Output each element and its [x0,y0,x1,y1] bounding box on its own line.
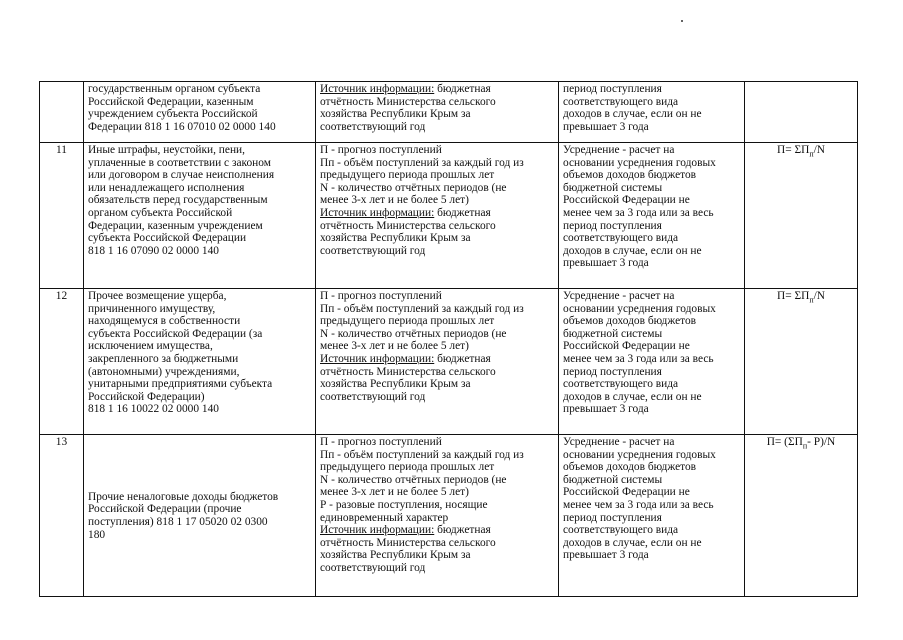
method-line: предыдущего периода прошлых лет [320,169,495,182]
source-text-line: хозяйства Республики Крым за [320,232,471,245]
method-line: Пп - объём поступлений за каждый год из [320,156,524,169]
source-text-line: соответствующий год [320,561,426,574]
revenue-name-line: учреждением субъекта Российской [88,108,258,121]
revenue-name-line: государственным органом субъекта [88,83,261,95]
averaging-line: бюджетной системы [563,181,663,194]
revenue-name-line: закрепленного за бюджетными [88,352,239,365]
revenue-name-line: находящемуся в собственности [88,315,241,328]
source-label: Источник информации: [320,83,435,95]
revenue-name-line: Федерации 818 1 16 07010 02 0000 140 [88,120,276,133]
averaging-method-cell [559,82,745,143]
source-rest: бюджетная [434,83,491,95]
averaging-line: Усреднение - расчет на [563,144,675,156]
revenue-name-line: исключением имущества, [88,340,213,353]
source-label: Источник информации: [320,352,435,365]
revenue-name-line: 818 1 16 10022 02 0000 140 [88,403,219,416]
averaging-line: превышает 3 года [563,403,649,416]
formula-tail: /N [813,290,826,302]
row-number-cell [40,289,84,435]
scan-speck [681,20,683,22]
revenue-name-line: обязательств перед государственным [88,194,268,207]
formula-cell [745,143,858,289]
calculation-method-cell [316,82,559,143]
row-number-cell [40,435,84,597]
formula-cell [745,435,858,597]
method-line: Пп - объём поступлений за каждый год из [320,302,524,315]
formula-subscript: п [809,149,814,159]
method-line: N - количество отчётных периодов (не [320,327,507,340]
method-line: менее 3-х лет и не более 5 лет) [320,194,469,207]
revenue-forecast-table [39,81,858,597]
revenue-name-line: уплаченные в соответствии с законом [88,156,271,169]
row-number-cell [40,143,84,289]
revenue-name-line: 818 1 16 07090 02 0000 140 [88,244,219,257]
revenue-name-line: (автономными) учреждениями, [88,365,240,378]
revenue-name-line: Российской Федерации, казенным [88,95,254,108]
revenue-name-line: 180 [88,528,106,541]
revenue-name-cell [84,143,316,289]
revenue-name-cell [84,82,316,143]
table-row [40,435,858,597]
averaging-line: превышает 3 года [563,549,649,562]
revenue-name-line: субъекта Российской Федерации (за [88,327,263,340]
averaging-line: объемов доходов бюджетов [563,169,697,182]
averaging-line: объемов доходов бюджетов [563,315,697,328]
table-body [40,82,858,597]
averaging-line: превышает 3 года [563,257,649,270]
averaging-line: соответствующего вида [563,524,679,537]
source-text-line: соответствующий год [320,244,426,257]
averaging-line: основании усреднения годовых [563,448,716,461]
averaging-line: бюджетной системы [563,473,663,486]
averaging-line: период поступления [563,511,662,524]
method-line: N - количество отчётных периодов (не [320,473,507,486]
source-text-line: отчётность Министерства сельского [320,95,496,108]
formula-subscript: п [802,441,808,451]
revenue-name-cell [84,289,316,435]
averaging-line: Усреднение - расчет на [563,436,675,448]
source-text-line: отчётность Министерства сельского [320,219,496,232]
averaging-method-cell [559,289,745,435]
method-line: Пп - объём поступлений за каждый год из [320,448,524,461]
source-rest: бюджетная [434,352,491,365]
averaging-method-cell [559,435,745,597]
source-text-line: хозяйства Республики Крым за [320,108,471,121]
source-line [320,83,554,96]
averaging-line: объемов доходов бюджетов [563,461,697,474]
row-number-cell [40,82,84,143]
averaging-line: Российской Федерации не [563,340,690,353]
formula-cell [745,289,858,435]
revenue-name-line: Прочее возмещение ущерба, [88,290,227,302]
source-text-line: отчётность Министерства сельского [320,536,496,549]
table-row [40,143,858,289]
revenue-name-line: или ненадлежащего исполнения [88,181,245,194]
source-text-line: соответствующий год [320,120,426,133]
averaging-line: превышает 3 года [563,120,649,133]
revenue-name-line: Российской Федерации) [88,390,205,403]
source-rest: бюджетная [434,206,491,219]
calculation-method-cell [316,143,559,289]
source-text-line: хозяйства Республики Крым за [320,378,471,391]
table-row [40,289,858,435]
averaging-line: доходов в случае, если он не [563,536,702,549]
averaging-line: менее чем за 3 года или за весь [563,206,714,219]
averaging-line: период поступления [563,219,662,232]
method-line: N - количество отчётных периодов (не [320,181,507,194]
averaging-line: основании усреднения годовых [563,302,716,315]
averaging-line: менее чем за 3 года или за весь [563,352,714,365]
averaging-line: период поступления [563,365,662,378]
averaging-line: доходов в случае, если он не [563,108,702,121]
method-line: единовременный характер [320,511,449,524]
formula-main: П= (ΣП [766,436,803,448]
formula-tail: /N [813,144,826,156]
formula-subscript: п [809,295,814,305]
revenue-name-cell [84,435,316,597]
averaging-line: основании усреднения годовых [563,156,716,169]
source-text-line: соответствующий год [320,390,426,403]
row-number: 12 [55,290,68,302]
averaging-line: соответствующего вида [563,95,679,108]
source-label: Источник информации: [320,524,435,537]
averaging-line: менее чем за 3 года или за весь [563,498,714,511]
row-number: 13 [55,436,68,448]
revenue-name-line: унитарными предприятиями субъекта [88,378,273,391]
row-number: 11 [56,144,67,156]
revenue-name-line: или договором в случае неисполнения [88,169,275,182]
method-line: предыдущего периода прошлых лет [320,461,495,474]
revenue-name-line: Прочие неналоговые доходы бюджетов [88,490,279,503]
source-text-line: отчётность Министерства сельского [320,365,496,378]
source-line [320,207,554,220]
revenue-name-line: органом субъекта Российской [88,206,233,219]
formula-cell [745,82,858,143]
averaging-line: доходов в случае, если он не [563,244,702,257]
averaging-line: бюджетной системы [563,327,663,340]
formula-main: П= ΣП [776,144,810,156]
formula-main: П= ΣП [776,290,810,302]
method-line: П - прогноз поступлений [320,290,442,302]
method-line: П - прогноз поступлений [320,436,442,448]
revenue-name-line: Иные штрафы, неустойки, пени, [88,144,245,156]
averaging-line: соответствующего вида [563,232,679,245]
method-line: предыдущего периода прошлых лет [320,315,495,328]
averaging-method-cell [559,143,745,289]
averaging-line: Усреднение - расчет на [563,290,675,302]
source-label: Источник информации: [320,206,435,219]
source-line [320,524,554,537]
calculation-method-cell [316,289,559,435]
method-line: менее 3-х лет и не более 5 лет) [320,340,469,353]
calculation-method-cell [316,435,559,597]
method-line: Р - разовые поступления, носящие [320,498,488,511]
averaging-line: соответствующего вида [563,378,679,391]
averaging-line: Российской Федерации не [563,194,690,207]
revenue-name-line: поступления) 818 1 17 05020 02 0300 [88,516,268,528]
table-row [40,82,858,143]
averaging-line: Российской Федерации не [563,486,690,499]
averaging-line: доходов в случае, если он не [563,390,702,403]
averaging-line: период поступления [563,83,662,95]
source-text-line: хозяйства Республики Крым за [320,549,471,562]
formula-tail: - Р)/N [807,436,836,448]
method-line: П - прогноз поступлений [320,144,442,156]
source-line [320,353,554,366]
method-line: менее 3-х лет и не более 5 лет) [320,486,469,499]
revenue-name-line: Федерации, казенным учреждением [88,219,263,232]
source-rest: бюджетная [434,524,491,537]
revenue-name-line: субъекта Российской Федерации [88,232,247,245]
revenue-name-line: причиненного имуществу, [88,302,216,315]
revenue-name-line: Российской Федерации (прочие [88,503,242,516]
